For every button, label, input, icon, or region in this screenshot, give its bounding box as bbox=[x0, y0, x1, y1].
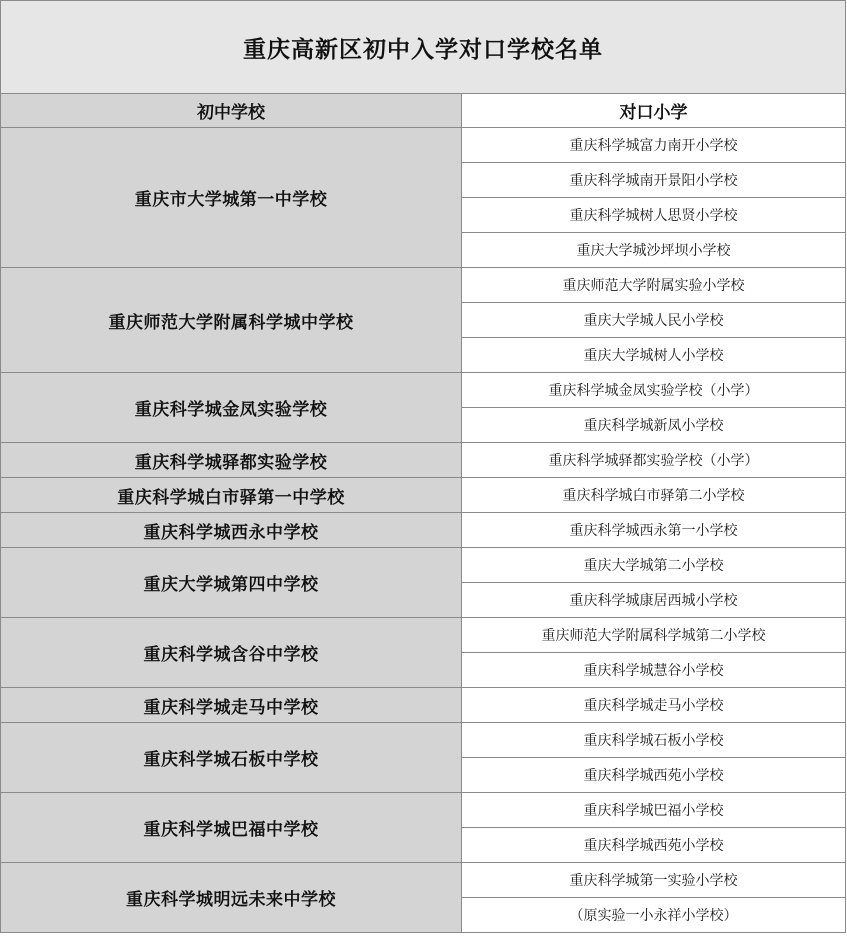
table-row bbox=[1, 863, 846, 898]
primary-school-name: 重庆科学城南开景阳小学校 bbox=[462, 163, 846, 198]
table-row bbox=[1, 548, 846, 583]
primary-school-name: 重庆科学城石板小学校 bbox=[462, 723, 846, 758]
primary-school-name: 重庆大学城第二小学校 bbox=[462, 548, 846, 583]
primary-school-name: 重庆科学城白市驿第二小学校 bbox=[462, 478, 846, 513]
primary-school-name: 重庆师范大学附属科学城第二小学校 bbox=[462, 618, 846, 653]
table-row bbox=[1, 128, 846, 163]
primary-school-name: 重庆科学城树人思贤小学校 bbox=[462, 198, 846, 233]
middle-school-name: 重庆科学城明远未来中学校 bbox=[1, 863, 462, 933]
middle-school-name: 重庆科学城含谷中学校 bbox=[1, 618, 462, 688]
primary-school-name: （原实验一小永祥小学校） bbox=[462, 898, 846, 933]
primary-school-name: 重庆科学城富力南开小学校 bbox=[462, 128, 846, 163]
table-row bbox=[1, 688, 846, 723]
primary-school-name: 重庆大学城树人小学校 bbox=[462, 338, 846, 373]
middle-school-name: 重庆科学城西永中学校 bbox=[1, 513, 462, 548]
header-row bbox=[1, 94, 846, 128]
table-row bbox=[1, 513, 846, 548]
middle-school-name: 重庆科学城巴福中学校 bbox=[1, 793, 462, 863]
primary-school-name: 重庆科学城走马小学校 bbox=[462, 688, 846, 723]
primary-school-name: 重庆科学城慧谷小学校 bbox=[462, 653, 846, 688]
primary-school-name: 重庆科学城西苑小学校 bbox=[462, 828, 846, 863]
table-row bbox=[1, 443, 846, 478]
primary-school-name: 重庆科学城西永第一小学校 bbox=[462, 513, 846, 548]
table-row bbox=[1, 793, 846, 828]
column-header-middle-school: 初中学校 bbox=[1, 94, 462, 128]
table-row bbox=[1, 268, 846, 303]
primary-school-name: 重庆科学城巴福小学校 bbox=[462, 793, 846, 828]
primary-school-name: 重庆师范大学附属实验小学校 bbox=[462, 268, 846, 303]
column-header-primary-school: 对口小学 bbox=[462, 94, 846, 128]
primary-school-name: 重庆科学城新凤小学校 bbox=[462, 408, 846, 443]
middle-school-name: 重庆师范大学附属科学城中学校 bbox=[1, 268, 462, 373]
primary-school-name: 重庆大学城人民小学校 bbox=[462, 303, 846, 338]
middle-school-name: 重庆科学城驿都实验学校 bbox=[1, 443, 462, 478]
middle-school-name: 重庆科学城白市驿第一中学校 bbox=[1, 478, 462, 513]
table-row bbox=[1, 373, 846, 408]
table-title: 重庆高新区初中入学对口学校名单 bbox=[1, 1, 846, 94]
middle-school-name: 重庆科学城金凤实验学校 bbox=[1, 373, 462, 443]
middle-school-name: 重庆科学城石板中学校 bbox=[1, 723, 462, 793]
table-body bbox=[1, 128, 846, 933]
primary-school-name: 重庆科学城金凤实验学校（小学） bbox=[462, 373, 846, 408]
primary-school-name: 重庆科学城第一实验小学校 bbox=[462, 863, 846, 898]
middle-school-name: 重庆市大学城第一中学校 bbox=[1, 128, 462, 268]
title-row bbox=[1, 1, 846, 94]
primary-school-name: 重庆科学城康居西城小学校 bbox=[462, 583, 846, 618]
table-row bbox=[1, 723, 846, 758]
table-row bbox=[1, 478, 846, 513]
primary-school-name: 重庆科学城西苑小学校 bbox=[462, 758, 846, 793]
table-row bbox=[1, 618, 846, 653]
primary-school-name: 重庆大学城沙坪坝小学校 bbox=[462, 233, 846, 268]
middle-school-name: 重庆科学城走马中学校 bbox=[1, 688, 462, 723]
middle-school-name: 重庆大学城第四中学校 bbox=[1, 548, 462, 618]
primary-school-name: 重庆科学城驿都实验学校（小学） bbox=[462, 443, 846, 478]
